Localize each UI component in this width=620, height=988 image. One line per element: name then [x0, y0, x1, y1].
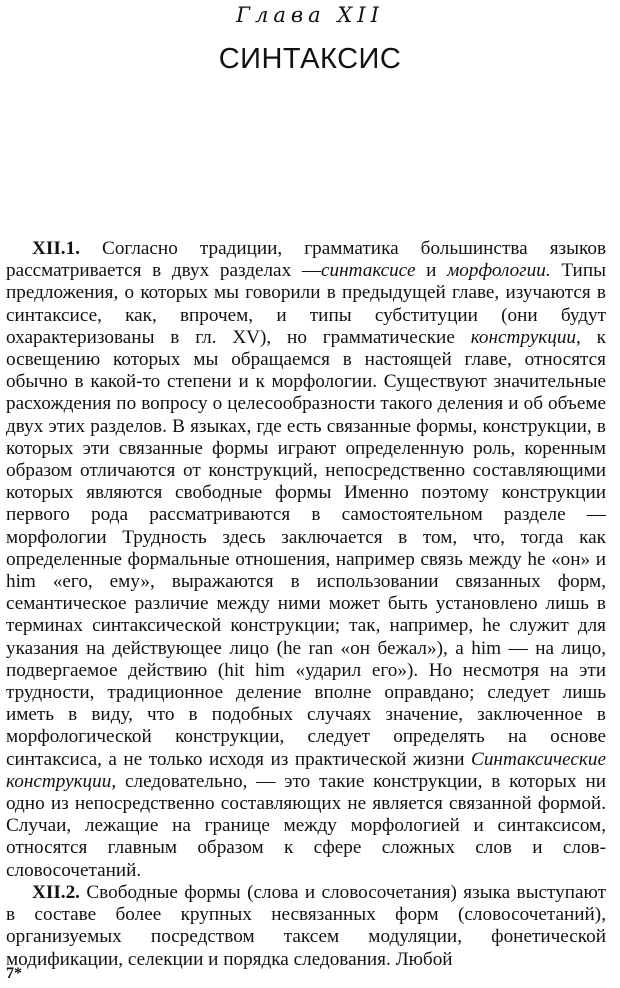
italic-term: конструкции,	[470, 326, 581, 348]
italic-term: Синтаксические конструкции,	[6, 748, 606, 792]
body-text	[6, 238, 606, 971]
paragraph-section-1	[6, 238, 606, 882]
page-folio: 7*	[6, 965, 22, 982]
chapter-label: Глава XII	[236, 3, 384, 27]
paragraph-text: следовательно, — это такие конструкции, в которых ни одно из непосредственно составляющих не является связанной формой. Случаи, лежащие на границе между морфологией и синтаксисом, относятся главным образом к сфере сложных слов и слов-словосочетаний.	[6, 770, 606, 881]
paragraph-text: Согласно традиции, грамматика большинства языков рассматривается в двух разделах —	[6, 238, 606, 282]
chapter-title: СИНТАКСИС	[218, 43, 402, 75]
section-number: XII.1.	[32, 238, 80, 259]
section-number: XII.2.	[32, 881, 80, 903]
paragraph-text: и	[415, 260, 448, 282]
italic-term: морфологии.	[447, 260, 551, 282]
italic-term: синтаксисе	[321, 260, 416, 282]
paragraph-text: Свободные формы (слова и словосочетания) языка выступают в составе более крупных несвязанных форм (словосочетаний), организуемых посредством таксем модуляции, фонетической модификации, селекции и порядка следования. Любой	[6, 881, 606, 970]
paragraph-text: Типы предложения, о которых мы говорили в предыдущей главе, изучаются в синтаксисе, как, впрочем, и типы субституции (они будут охарактеризованы в гл. XV), но грамматические	[6, 260, 606, 348]
paragraph-text: к освещению которых мы обращаемся в настоящей главе, относятся обычно в какой-то степени и к морфологии. Существуют значительные расхождения по вопросу о целесообразности такого деления и об объеме двух этих разделов. В языках, где есть связанные формы, конструкции, в которых эти связанные формы играют определенную роль, коренным образом отличаются от конструкций, непосредственно составляющими которых являются свободные формы Именно поэтому конструкции первого рода рассматриваются в самостоятельном разделе — морфологии Трудность здесь заключается в том, что, тогда как определенные формальные отношения, например связь между he «он» и him «его, ему», выражаются в использовании связанных форм, семантическое различие между ними может быть установлено лишь в терминах синтаксической конструкции; так, например, he служит для указания на действующее лицо (he ran «он бежал»), а him — на лицо, подвергаемое действию (hit him «ударил его»). Но несмотря на эти трудности, традиционное деление вполне оправдано; следует лишь иметь в виду, что в подобных случаях значение, заключенное в морфологической конструкции, следует определять на основе синтаксиса, а не только исходя из практической жизни	[6, 326, 606, 770]
paragraph-section-2	[6, 882, 606, 971]
